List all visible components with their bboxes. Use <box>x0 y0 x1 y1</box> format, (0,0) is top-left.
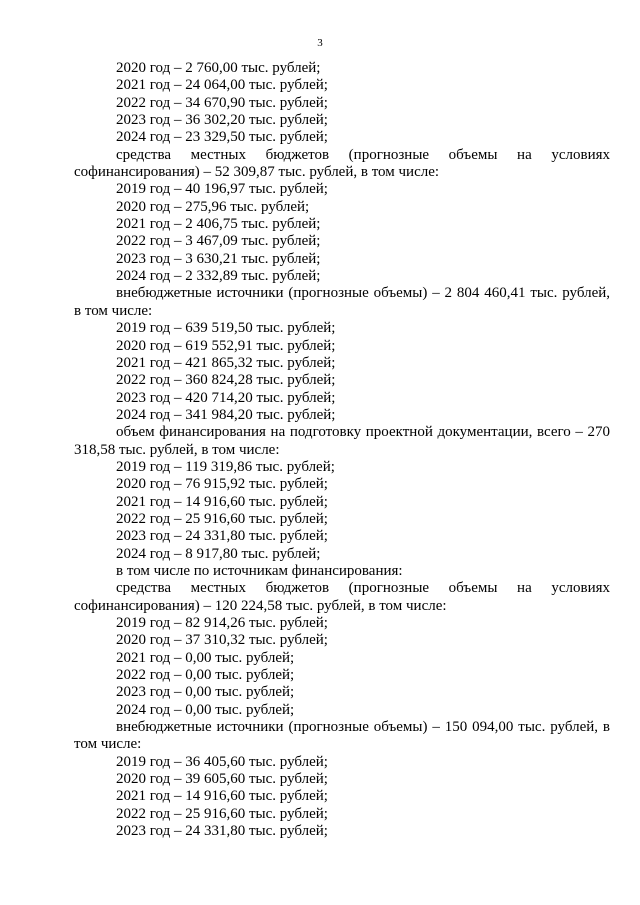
text-line: 2023 год – 36 302,20 тыс. рублей; <box>116 112 328 129</box>
paragraph: внебюджетные источники (прогнозные объемы) – 150 094,00 тыс. рублей, в том числе: <box>74 719 610 753</box>
text-line: 2019 год – 36 405,60 тыс. рублей; <box>116 753 328 770</box>
text-line: 2022 год – 3 467,09 тыс. рублей; <box>116 233 321 250</box>
text-line: 2024 год – 23 329,50 тыс. рублей; <box>116 129 328 146</box>
text-line: 2022 год – 360 824,28 тыс. рублей; <box>116 372 336 389</box>
text-line: 2024 год – 2 332,89 тыс. рублей; <box>116 268 321 285</box>
text-line: 2023 год – 24 331,80 тыс. рублей; <box>116 823 328 840</box>
paragraph: средства местных бюджетов (прогнозные объемы на условиях софинансирования) – 120 224,58 тыс. рублей, в том числе: <box>74 580 610 614</box>
text-line: 2020 год – 39 605,60 тыс. рублей; <box>116 771 328 788</box>
text-line: 2021 год – 24 064,00 тыс. рублей; <box>116 77 328 94</box>
text-line: 2024 год – 341 984,20 тыс. рублей; <box>116 406 336 423</box>
text-line: 2023 год – 3 630,21 тыс. рублей; <box>116 250 321 267</box>
text-line: 2022 год – 25 916,60 тыс. рублей; <box>116 805 328 822</box>
text-line: 2022 год – 25 916,60 тыс. рублей; <box>116 510 328 527</box>
text-line: 2019 год – 40 196,97 тыс. рублей; <box>116 181 328 198</box>
text-line: 2021 год – 421 865,32 тыс. рублей; <box>116 354 336 371</box>
text-line: 2023 год – 24 331,80 тыс. рублей; <box>116 528 328 545</box>
text-line: 2019 год – 639 519,50 тыс. рублей; <box>116 320 336 337</box>
text-line: 2023 год – 420 714,20 тыс. рублей; <box>116 389 336 406</box>
text-line: 2021 год – 14 916,60 тыс. рублей; <box>116 493 328 510</box>
text-line: 2019 год – 119 319,86 тыс. рублей; <box>116 458 335 475</box>
paragraph: средства местных бюджетов (прогнозные объемы на условиях софинансирования) – 52 309,87 тыс. рублей, в том числе: <box>74 146 610 181</box>
text-line: 2020 год – 2 760,00 тыс. рублей; <box>116 60 321 76</box>
text-line: 2019 год – 82 914,26 тыс. рублей; <box>116 615 328 631</box>
paragraph: объем финансирования на подготовку проектной документации, всего – 270 318,58 тыс. рублей, в том числе: <box>74 424 610 458</box>
text-line: 2024 год – 0,00 тыс. рублей; <box>116 701 295 718</box>
text-line: 2021 год – 2 406,75 тыс. рублей; <box>116 216 321 233</box>
text-line: в том числе по источникам финансирования: <box>116 562 403 579</box>
text-line: 2024 год – 8 917,80 тыс. рублей; <box>116 545 321 562</box>
text-line: 2021 год – 14 916,60 тыс. рублей; <box>116 788 328 805</box>
document-body <box>74 60 610 840</box>
text-line: 2022 год – 0,00 тыс. рублей; <box>116 667 295 684</box>
text-line: 2021 год – 0,00 тыс. рублей; <box>116 649 295 666</box>
text-line: 2020 год – 76 915,92 тыс. рублей; <box>116 476 328 493</box>
text-line: 2020 год – 37 310,32 тыс. рублей; <box>116 632 328 649</box>
text-line: 2022 год – 34 670,90 тыс. рублей; <box>116 94 328 111</box>
paragraph: внебюджетные источники (прогнозные объемы) – 2 804 460,41 тыс. рублей, в том числе: <box>74 285 610 319</box>
page-number: 3 <box>317 37 323 49</box>
text-line: 2020 год – 275,96 тыс. рублей; <box>116 198 310 215</box>
text-line: 2023 год – 0,00 тыс. рублей; <box>116 684 295 701</box>
text-line: 2020 год – 619 552,91 тыс. рублей; <box>116 337 336 354</box>
